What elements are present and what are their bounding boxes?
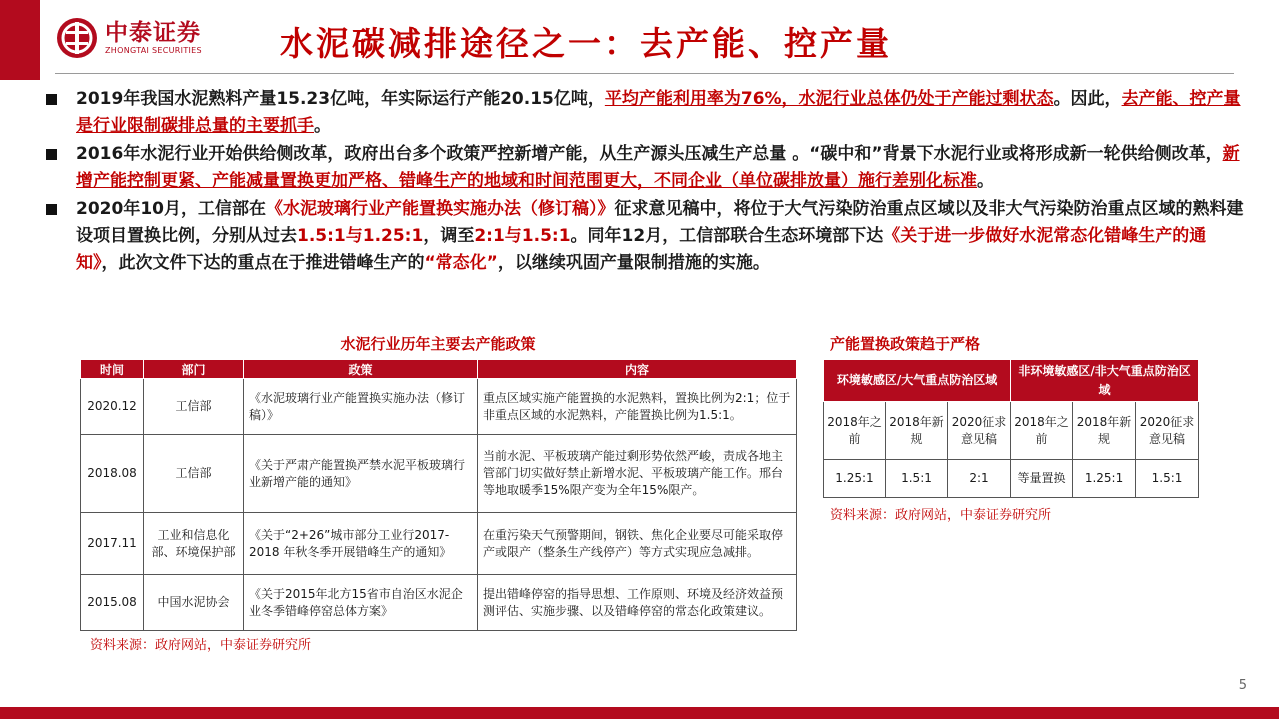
page-number: 5	[1238, 678, 1247, 693]
title-divider	[55, 73, 1234, 74]
cell-policy: 《关于严肃产能置换严禁水泥平板玻璃行业新增产能的通知》	[244, 435, 478, 513]
cell-dept: 工信部	[144, 379, 244, 435]
policy-table-caption: 水泥行业历年主要去产能政策	[340, 335, 536, 353]
cell-content: 在重污染天气预警期间，钢铁、焦化企业要尽可能采取停产或限产（整条生产线停产）等方式实现应急减排。	[478, 513, 797, 575]
bullet-list	[42, 86, 1247, 278]
cell-policy: 《关于“2+26”城市部分工业行2017-2018 年秋冬季开展错峰生产的通知》	[244, 513, 478, 575]
bullet-text: 。同年12月，工信部联合生态环境部下达	[570, 226, 884, 246]
logo-name-en: ZHONGTAI SECURITIES	[105, 46, 202, 55]
table-header-row	[824, 360, 1199, 402]
square-bullet-icon	[46, 149, 57, 160]
bullet-text: ，此次文件下达的重点在于推进错峰生产的	[101, 253, 425, 273]
footer-accent-bar	[0, 707, 1279, 719]
bullet-text: ，调至	[423, 226, 475, 246]
bullet-text: 征求意见稿中，将位于大气污染防治重点区域以及非大气污染防治重点区域的熟料建设项目置换比例，分别从过去	[76, 199, 1244, 246]
company-logo	[55, 16, 202, 60]
bullet-highlight: 《关于进一步做好水泥常态化错峰生产的通知》	[76, 226, 1207, 273]
logo-name-cn: 中泰证券	[105, 20, 201, 46]
group-header: 非环境敏感区/非大气重点防治区域	[1011, 360, 1199, 402]
sub-header: 2018年新规	[1073, 402, 1136, 460]
column-header: 内容	[478, 360, 797, 379]
cell-time: 2020.12	[81, 379, 144, 435]
column-header: 政策	[244, 360, 478, 379]
square-bullet-icon	[46, 204, 57, 215]
policy-table-source: 资料来源：政府网站，中泰证券研究所	[90, 638, 312, 653]
policy-table	[80, 359, 797, 631]
ratio-table-source: 资料来源：政府网站，中泰证券研究所	[830, 508, 1052, 523]
table-header-row	[81, 360, 797, 379]
square-bullet-icon	[46, 94, 57, 105]
column-header: 时间	[81, 360, 144, 379]
cell-dept: 中国水泥协会	[144, 575, 244, 631]
table-row	[81, 379, 797, 435]
ratio-value: 等量置换	[1011, 460, 1073, 498]
cell-dept: 工业和信息化部、环境保护部	[144, 513, 244, 575]
sub-header: 2018年新规	[886, 402, 948, 460]
bullet-highlight: 去产能、控产量是行业限制碳排总量的主要抓手	[76, 89, 1241, 136]
ratio-value: 2:1	[948, 460, 1011, 498]
bullet-text: 2019年我国水泥熟料产量15.23亿吨，年实际运行产能20.15亿吨，	[76, 89, 605, 109]
ratio-value: 1.25:1	[1073, 460, 1136, 498]
cell-time: 2015.08	[81, 575, 144, 631]
column-header: 部门	[144, 360, 244, 379]
bullet-text: 。因此，	[1053, 89, 1122, 109]
cell-policy: 《关于2015年北方15省市自治区水泥企业冬季错峰停窑总体方案》	[244, 575, 478, 631]
group-header: 环境敏感区/大气重点防治区域	[824, 360, 1011, 402]
cell-content: 提出错峰停窑的指导思想、工作原则、环境及经济效益预测评估、实施步骤、以及错峰停窑的常态化政策建议。	[478, 575, 797, 631]
table-subheader-row	[824, 402, 1199, 460]
table-row	[81, 513, 797, 575]
ratio-value: 1.5:1	[886, 460, 948, 498]
cell-content: 当前水泥、平板玻璃产能过剩形势依然严峻，责成各地主管部门切实做好禁止新增水泥、平板玻璃产能工作。邢台等地取暖季15%限产变为全年15%限产。	[478, 435, 797, 513]
bullet-highlight: 平均产能利用率为76%，水泥行业总体仍处于产能过剩状态	[604, 89, 1054, 109]
ratio-table-caption: 产能置换政策趋于严格	[830, 335, 981, 353]
zhongtai-logo-icon	[55, 16, 99, 60]
header-accent-bar	[0, 0, 40, 80]
bullet-item	[42, 196, 1247, 277]
cell-time: 2017.11	[81, 513, 144, 575]
cell-time: 2018.08	[81, 435, 144, 513]
ratio-value: 1.5:1	[1136, 460, 1199, 498]
ratio-value: 1.25:1	[824, 460, 886, 498]
bullet-item	[42, 141, 1247, 195]
table-row	[81, 575, 797, 631]
bullet-text: ，以继续巩固产量限制措施的实施。	[497, 253, 770, 273]
sub-header: 2020征求意见稿	[1136, 402, 1199, 460]
bullet-highlight: “常态化”	[424, 253, 498, 273]
cell-dept: 工信部	[144, 435, 244, 513]
bullet-highlight: 2:1与1.5:1	[474, 226, 571, 246]
bullet-highlight: 《水泥玻璃行业产能置换实施办法（修订稿）》	[265, 199, 615, 219]
sub-header: 2018年之前	[1011, 402, 1073, 460]
bullet-item	[42, 86, 1247, 140]
sub-header: 2018年之前	[824, 402, 886, 460]
bullet-text: 。	[977, 171, 994, 191]
bullet-text: 2016年水泥行业开始供给侧改革，政府出台多个政策严控新增产能，从生产源头压减生产总量 。“碳中和”背景下水泥行业或将形成新一轮供给侧改革，	[76, 144, 1223, 164]
bullet-highlight: 新增产能控制更紧、产能减量置换更加严格、错峰生产的地域和时间范围更大，不同企业（单位碳排放量）施行差别化标准	[76, 144, 1240, 191]
bullet-text: 2020年10月，工信部在	[76, 199, 266, 219]
cell-policy: 《水泥玻璃行业产能置换实施办法（修订稿）》	[244, 379, 478, 435]
ratio-table	[823, 359, 1199, 498]
bullet-highlight: 1.5:1与1.25:1	[297, 226, 424, 246]
page-title: 水泥碳减排途径之一：去产能、控产量	[280, 24, 892, 63]
table-row	[81, 435, 797, 513]
cell-content: 重点区域实施产能置换的水泥熟料，置换比例为2:1；位于非重点区域的水泥熟料，产能置换比例为1.5:1。	[478, 379, 797, 435]
sub-header: 2020征求意见稿	[948, 402, 1011, 460]
table-row	[824, 460, 1199, 498]
bullet-text: 。	[314, 116, 331, 136]
